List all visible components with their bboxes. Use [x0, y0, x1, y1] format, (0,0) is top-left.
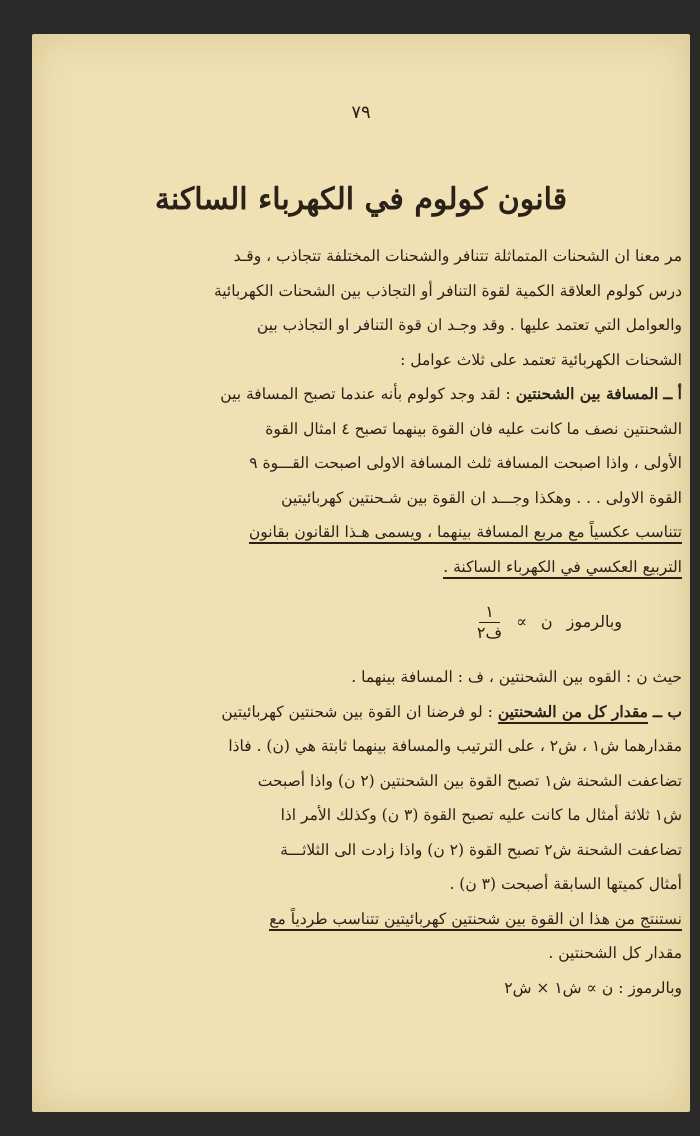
section-b-line: ش١ ثلاثة أمثال ما كانت عليه تصبح القوة (٣ ن) وكذلك الأمر اذا [280, 806, 682, 824]
fraction-numerator: ١ [479, 602, 500, 623]
intro-line: درس كولوم العلاقة الكمية لقوة التنافر أو التجاذب بين الشحنات الكهربائية [213, 281, 682, 300]
section-b-heading: مقدار كل من الشحنتين [498, 702, 648, 724]
fraction-denominator: ف٢ [476, 622, 503, 642]
section-b-line: تضاعفت الشحنة ش١ تصبح القوة بين الشحنتين (٢ ن) واذا أصبحت [257, 771, 682, 790]
section-a-line: الشحنتين نصف ما كانت عليه فان القوة بينهما تصبح ٤ امثال القوة [265, 419, 682, 438]
section-a-marker: أ ــ [663, 384, 682, 403]
section-b-line: أمثال كميتها السابقة أصبحت (٣ ن) . [449, 875, 682, 893]
section-b-line: مقدارهما ش١ ، ش٢ ، على الترتيب والمسافة بينهما ثابتة هي (ن) . فاذا [228, 737, 682, 755]
section-a-line: : لقد وجد كولوم بأنه عندما تصبح المسافة بين [220, 385, 511, 403]
section-a-line: الأولى ، واذا اصبحت المسافة ثلث المسافة الاولى اصبحت القـــوة ٩ [249, 454, 682, 472]
underlined-text: تتناسب عكسياً مع مربع المسافة بينهما ، ويسمى هـذا القانون بقانون [249, 523, 682, 544]
formula-lhs: ن [540, 611, 553, 631]
section-a-law-line [127, 515, 682, 550]
section-a-line: القوة الاولى . . . وهكذا وجـــد ان القوة بين شـحنتين كهربائيتين [281, 488, 682, 507]
section-a-heading: المسافة بين الشحنتين [515, 384, 659, 403]
page-title: قانون كولوم في الكهرباء الساكنة [154, 182, 568, 217]
formula-label: وبالرموز [566, 611, 622, 631]
formula-inverse-square [127, 584, 682, 660]
where-line: حيث ن : القوه بين الشحنتين ، ف : المسافة بينهما . [351, 668, 682, 686]
section-b-line: تضاعفت الشحنة ش٢ تصبح القوة (٢ ن) واذا زادت الى الثلاثـــة [280, 840, 682, 859]
intro-line: مر معنا ان الشحنات المتماثلة تتنافر والشحنات المختلفة تتجاذب ، وقـد [233, 247, 682, 265]
conclusion-line: مقدار كل الشحنتين . [548, 944, 682, 962]
section-b-marker: ب ــ [652, 701, 682, 721]
formula-direct: وبالرموز : ن ∝ ش١ × ش٢ [504, 978, 682, 997]
section-b-first-line [127, 695, 682, 730]
conclusion-line [127, 902, 682, 937]
page-body [127, 239, 682, 1005]
section-a-first-line [127, 377, 682, 412]
section-b-line: : لو فرضنا ان القوة بين شحنتين كهربائيتين [221, 702, 493, 721]
intro-line: والعوامل التي تعتمد عليها . وقد وجـد ان قوة التنافر او التجاذب بين [256, 316, 682, 334]
formula-fraction [477, 602, 502, 643]
page-number: ٧٩ [351, 102, 371, 123]
intro-line: الشحنات الكهربائية تعتمد على ثلاث عوامل : [400, 350, 682, 369]
underlined-text: نستنتج من هذا ان القوة بين شحنتين كهربائيتين تتناسب طردياً مع [269, 910, 682, 931]
book-page [32, 34, 690, 1112]
underlined-text: التربيع العكسي في الكهرباء الساكنة . [443, 558, 682, 579]
section-a-law-line [127, 550, 682, 585]
proportional-symbol: ∝ [516, 611, 527, 631]
